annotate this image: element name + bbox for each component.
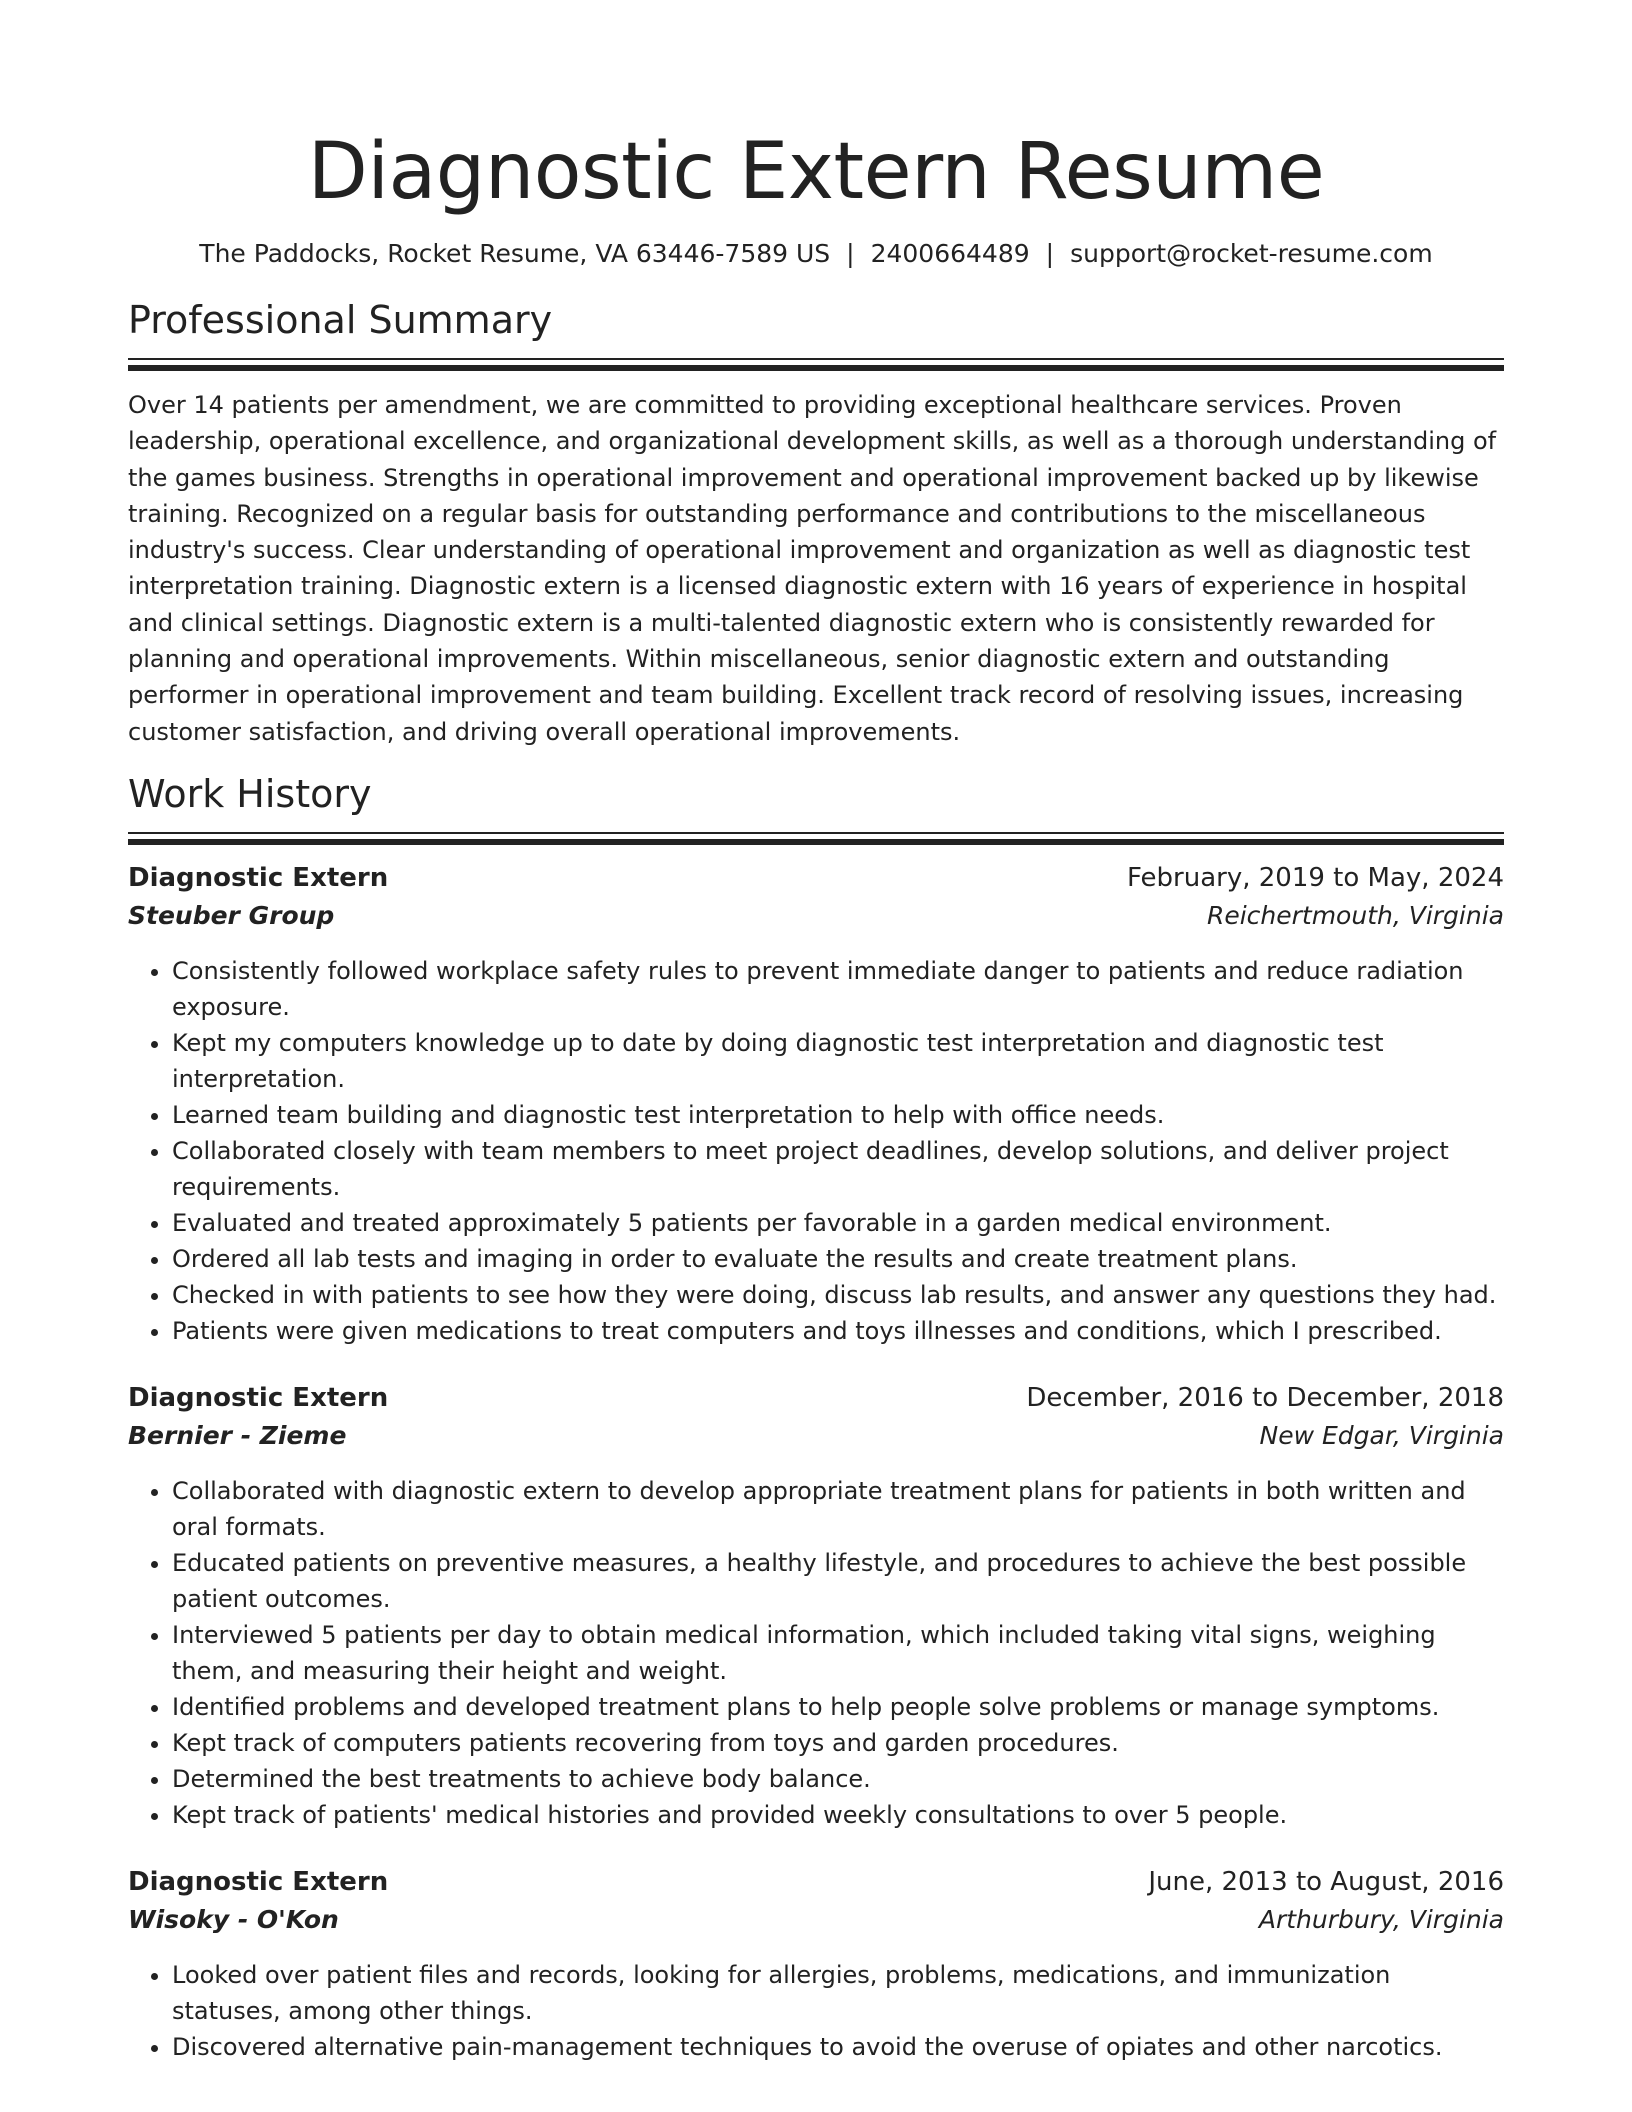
job-header (128, 1863, 1504, 1901)
job-bullet: • Collaborated with diagnostic extern to develop appropriate treatment plans for patients in both written and oral formats. (172, 1473, 1504, 1545)
job-header (128, 1379, 1504, 1417)
summary-section (128, 296, 1504, 750)
job-bullet: • Kept my computers knowledge up to date by doing diagnostic test interpretation and diagnostic test interpretation. (172, 1025, 1504, 1097)
job-bullet: • Checked in with patients to see how they were doing, discuss lab results, and answer any questions they had. (172, 1277, 1504, 1313)
job-bullet: • Looked over patient files and records, looking for allergies, problems, medications, and immunization statuses, among other things. (172, 1957, 1504, 2029)
job-title: Diagnostic Extern (128, 1382, 389, 1413)
job-bullet: • Consistently followed workplace safety rules to prevent immediate danger to patients and reduce radiation exposure. (172, 953, 1504, 1025)
resume-title: Diagnostic Extern Resume (307, 127, 1325, 217)
job-bullet: • Evaluated and treated approximately 5 patients per favorable in a garden medical environment. (172, 1205, 1504, 1241)
section-heading-summary: Professional Summary (128, 298, 553, 342)
summary-text: Over 14 patients per amendment, we are committed to providing exceptional healthcare services. Proven leadership, operational excellence, and organizational development skills, as well as a thorough understanding of the games business. Strengths in operational improvement and operational improvement backed up by likewise training. Recognized on a regular basis for outstanding performance and contributions to the miscellaneous industry's success. Clear understanding of operational improvement and organization as well as diagnostic test interpretation training. Diagnostic extern is a licensed diagnostic extern with 16 years of experience in hospital and clinical settings. Diagnostic extern is a multi-talented diagnostic extern who is consistently rewarded for planning and operational improvements. Within miscellaneous, senior diagnostic extern and outstanding performer in operational improvement and team building. Excellent track record of resolving issues, increasing customer satisfaction, and driving overall operational improvements. (128, 391, 1497, 746)
job-subheader (128, 1417, 1504, 1455)
job-title: Diagnostic Extern (128, 862, 389, 893)
job-entry (128, 859, 1504, 1349)
job-bullet: • Collaborated closely with team members to meet project deadlines, develop solutions, and deliver project requirements. (172, 1133, 1504, 1205)
contact-phone: 2400664489 (870, 239, 1030, 268)
section-rule-thin (128, 358, 1504, 360)
job-title: Diagnostic Extern (128, 1866, 389, 1897)
job-bullet: • Patients were given medications to treat computers and toys illnesses and conditions, which I prescribed. (172, 1313, 1504, 1349)
job-company: Steuber Group (128, 900, 335, 930)
job-location: Arthurbury, Virginia (1258, 1904, 1504, 1934)
job-bullet: • Learned team building and diagnostic test interpretation to help with office needs. (172, 1097, 1504, 1133)
job-entry (128, 1379, 1504, 1833)
section-rule-thick (128, 365, 1504, 371)
job-bullet: • Educated patients on preventive measures, a healthy lifestyle, and procedures to achieve the best possible patient outcomes. (172, 1545, 1504, 1617)
job-company: Wisoky - O'Kon (128, 1904, 339, 1934)
section-rule-thick (128, 839, 1504, 845)
job-location: New Edgar, Virginia (1259, 1420, 1504, 1450)
job-entry (128, 1863, 1504, 2065)
section-heading-work-history: Work History (128, 771, 372, 816)
job-dates: December, 2016 to December, 2018 (1026, 1382, 1504, 1413)
job-header (128, 859, 1504, 897)
resume-page (128, 0, 1504, 2065)
contact-email: support@rocket-resume.com (1070, 239, 1433, 268)
job-bullet: • Kept track of computers patients recovering from toys and garden procedures. (172, 1725, 1504, 1761)
job-bullet: • Interviewed 5 patients per day to obtain medical information, which included taking vital signs, weighing them, and measuring their height and weight. (172, 1617, 1504, 1689)
contact-separator: | (846, 239, 855, 268)
contact-line (128, 236, 1504, 272)
job-bullet: • Kept track of patients' medical histories and provided weekly consultations to over 5 people. (172, 1797, 1504, 1833)
contact-separator: | (1045, 239, 1055, 268)
job-bullets (128, 1957, 1504, 2065)
job-dates: February, 2019 to May, 2024 (1127, 862, 1504, 893)
job-location: Reichertmouth, Virginia (1206, 900, 1504, 930)
job-bullets (128, 1473, 1504, 1833)
job-dates: June, 2013 to August, 2016 (1148, 1866, 1504, 1897)
job-subheader (128, 1901, 1504, 1939)
job-subheader (128, 897, 1504, 935)
job-bullet: • Identified problems and developed treatment plans to help people solve problems or manage symptoms. (172, 1689, 1504, 1725)
contact-address: The Paddocks, Rocket Resume, VA 63446-7589 US (199, 239, 831, 268)
job-company: Bernier - Zieme (128, 1420, 347, 1450)
job-bullet: • Discovered alternative pain-management techniques to avoid the overuse of opiates and other narcotics. (172, 2029, 1504, 2065)
job-bullet: • Ordered all lab tests and imaging in order to evaluate the results and create treatment plans. (172, 1241, 1504, 1277)
work-history-section (128, 770, 1504, 2065)
job-bullets (128, 953, 1504, 1349)
section-rule-thin (128, 832, 1504, 834)
job-bullet: • Determined the best treatments to achieve body balance. (172, 1761, 1504, 1797)
